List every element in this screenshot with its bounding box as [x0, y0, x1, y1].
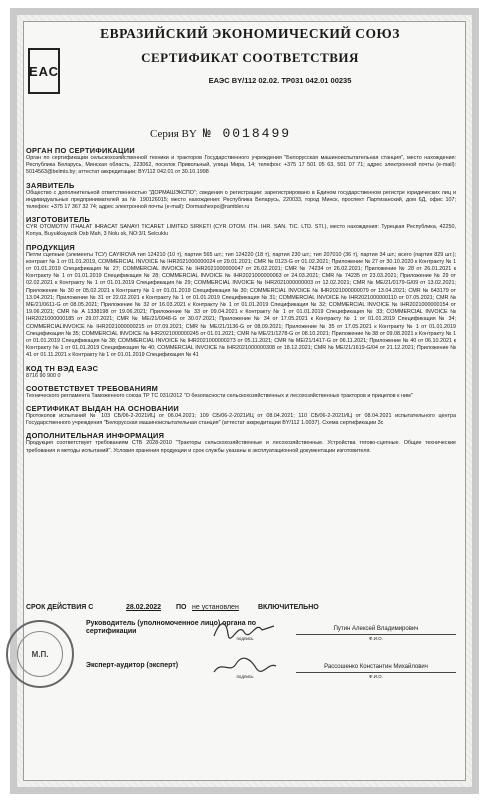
certificate-body	[26, 142, 456, 455]
section-text: Продукция соответствует требованиям СТБ 2028-2010 "Тракторы сельскохозяйственные и лесохозяйственные. Устройства тягово-сцепные. Общие технические требования и методы испытаний". Условия хранения продукции и срок службы указаны в эксплуатационной документации изготовителя.	[26, 440, 456, 454]
section-text: Петли сцепные (элементы ТСУ) CAYIROVA тип 124210 (10 т), партия 565 шт.; тип 124220 (18 т), партия 230 шт.; тип 207010 (36 т), партия 34 шт.; всего (партия 829 шт.); контракт № 1 от 01.01.2019, COMMERCIAL INVOICE № IHR2021000000024 от 29.01.2021; CMR № 0123-G от 01.02.2021; Приложение № 27 от 30.10.2020 к Контракту № 1 от 01.01.2019 Спецификация № 27; COMMERCIAL INVOICE № IHR2021000000047 от 26.02.2021; CMR № 74234 от 26.02.2021; Приложение № 28 от 26.01.2021 к Контракту № 1 от 01.01.2019 Спецификация № 28; COMMERCIAL INVOICE № IHR2021000000063 от 24.03.2021; CMR № 74235 от 23.03.2021; Приложение № 29 от 02.02.2021 к Контракту № 1 от 01.01.2019 Спецификация № 29; COMMERCIAL INVOICE № IHR2021000000003 от 12.02.2021; CMR № ME/21/0179-G/09 от 13.02.2021; Приложение № 30 от 05.02.2021 к Контракту № 1 от 01.01.2019 Спецификация № 30; COMMERCIAL INVOICE № IHR2021000000079 от 13.04.2021; CMR № 643179 от 13.04.2021; Приложение № 31 от 22.02.2021 к Контракту № 1 от 01.01.2019 Спецификация № 31; COMMERCIAL INVOICE № IHR2021000000110 от 07.05.2021; CMR № ME/21/0611-G от 08.05.2021; Приложение № 32 от 16.03.2021 к Контракту № 1 от 01.01.2019 Спецификация № 32; COMMERCIAL INVOICE № IHR2021000000154 от 19.06.2021; CMR № A 1338198 от 19.06.2021; Приложение № 33 от 09.04.2021 к Контракту № 1 от 01.01.2019 Спецификация № 33; COMMERCIAL INVOICE № IHR2021000000185 от 29.07.2021; CMR № ME/21/0948-G от 30.07.2021; Приложение № 34 от 17.05.2021 к Контракту № 1 от 01.01.2019 Спецификация № 34; COMMERCIALINVOICE № IHR2021000000215 от 07.09.2021; CMR № ME/21/1136-G от 08.09.2021; Приложение № 35 от 17.05.2021 к Контракту № 1 от 01.01.2019 Спецификация № 35; COMMERCIAL INVOICE № IHR2021000000245 от 01.01.2021; CMR № ME/21/1278-G от 08.10.2021; Приложение № 38 от 09.08.2021 к Контракту № 1 от 01.01.2019 Спецификация № 38; COMMERCIAL INVOICE № IHR2021000000273 от 05.11.2021; CMR № ME/21/1417-G от 06.11.2021; Приложение № 40 от 06.10.2021 к Контракту № 1 от 01.01.2019 Спецификация № 40; COMMERCIAL INVOICE № IHR2021000000308 от 18.12.2021; CMR № ME/21/1619-G/04 от 21.12.2021; Приложение № 41 от 01.11.2021 к Контракту № 1 от 01.01.2019 Спецификация № 41	[26, 251, 456, 359]
section-text: 8716 90 900 0	[26, 372, 61, 379]
union-title: ЕВРАЗИЙСКИЙ ЭКОНОМИЧЕСКИЙ СОЮЗ	[100, 26, 400, 41]
section-heading: СЕРТИФИКАТ ВЫДАН НА ОСНОВАНИИ	[26, 404, 180, 414]
section-heading: ПРОДУКЦИЯ	[26, 242, 75, 252]
series-line	[150, 126, 291, 141]
section-applicant	[26, 181, 456, 212]
section-text: Орган по сертификации сельскохозяйственной техники и тракторов Государственного учреждения "Белорусская машиноиспытательная станция", место нахождения: Республика Беларусь, Минская область, 223062, поселок Привольный, улица Мира, 14; телефон: +375 17 501 05 63, 501 07 71; адрес электронной почты (e-mail): 5014563@belmis.by; аттестат аккредитации: BY/112 042.01 от 30.10.1998	[26, 155, 456, 176]
eac-logo: ЕАС	[28, 48, 60, 94]
expert-sign-caption: подпись	[236, 674, 254, 679]
head-fio-caption: Ф.И.О.	[369, 636, 383, 641]
section-requirements	[26, 384, 456, 400]
section-additional-info	[26, 431, 456, 454]
section-text: Протоколов испытаний № 103 СБ/06-2-2021ИЦ от 06.04.2021; 109 СБ/06-2-2021ИЦ от 08.04.2021; 110 СБ/06-2-2021ИЦ от 08.04.2021 испытательного центра Государственного учреждения "Белорусская машиноиспытательная станция" (аттестат аккредитации BY/112 1.0037). Схема сертификации 3с	[26, 413, 456, 427]
validity-inclusive: ВКЛЮЧИТЕЛЬНО	[258, 604, 319, 611]
expert-signature-row	[26, 660, 456, 690]
head-name: Путин Алексей Владимирович	[333, 626, 419, 632]
expert-signature-label: Эксперт-аудитор (эксперт)	[86, 662, 179, 669]
section-heading: СООТВЕТСТВУЕТ ТРЕБОВАНИЯМ	[26, 383, 159, 393]
validity-to-label: ПО	[176, 604, 187, 611]
section-manufacturer	[26, 215, 456, 238]
section-text: Технического регламента Таможенного союза ТР ТС 031/2012 "О безопасности сельскохозяйственных и лесохозяйственных тракторов и прицепов к ним"	[26, 392, 413, 399]
section-heading: ДОПОЛНИТЕЛЬНАЯ ИНФОРМАЦИЯ	[26, 431, 165, 441]
section-text: CYR OTOMOTIV ITHALAT IHRACAT SANAYI TICARET LIMITED SIRKETI (CYR OTOM. ITH. IHR. SAN. TIC. LTD. STI.), место нахождения: Турецкая Республика, 42250, Konya, Buyukkayacik Osb Mah, 3 Nolu sk, NO:3/1 Selcuklu	[26, 224, 456, 238]
expert-signature-line	[296, 672, 456, 673]
section-hs-code	[26, 364, 456, 380]
section-text: Общество с дополнительной ответственностью "ДОРМАШЭКСПО"; сведения о регистрации: зарегистрировано в Едином государственном регистре юридических лиц и индивидуальных предпринимателей за № 190126015; место нахождения: Республика Беларусь, 220033, город Минск, проспект Партизанский, дом 6Д, офис 107; телефон: +375 17 367 32 74; адрес электронной почты (e-mail): Dormashexpo@rambler.ru	[26, 189, 456, 211]
stamp-inner	[17, 631, 63, 677]
validity-to-date: не установлен	[192, 604, 239, 611]
stamp-label: М.П.	[31, 649, 49, 659]
section-product	[26, 243, 456, 360]
validity-and-signatures	[26, 604, 456, 690]
head-signature-label: Руководитель (уполномоченное лицо) органа по сертификации	[86, 620, 257, 635]
certificate-title: СЕРТИФИКАТ СООТВЕТСТВИЯ	[141, 50, 359, 65]
section-certification-body	[26, 146, 456, 177]
series-label: Серия BY	[150, 128, 197, 140]
expert-name: Рассошенко Константин Михайлович	[324, 664, 428, 670]
head-sign-caption: подпись	[236, 636, 254, 641]
validity-from-label: СРОК ДЕЙСТВИЯ С	[26, 604, 94, 611]
validity-from-date: 28.02.2022	[126, 604, 162, 611]
registration-number: ЕАЭС BY/112 02.02. ТР031 042.01 00235	[208, 76, 352, 85]
expert-fio-caption: Ф.И.О.	[369, 674, 383, 679]
section-basis	[26, 404, 456, 427]
section-heading: ИЗГОТОВИТЕЛЬ	[26, 215, 91, 225]
series-number: № 0018499	[202, 126, 292, 141]
section-heading: ЗАЯВИТЕЛЬ	[26, 180, 75, 190]
official-stamp	[6, 620, 74, 688]
head-signature-line	[296, 634, 456, 635]
section-heading: ОРГАН ПО СЕРТИФИКАЦИИ	[26, 146, 135, 155]
section-heading: КОД ТН ВЭД ЕАЭС	[26, 363, 99, 373]
